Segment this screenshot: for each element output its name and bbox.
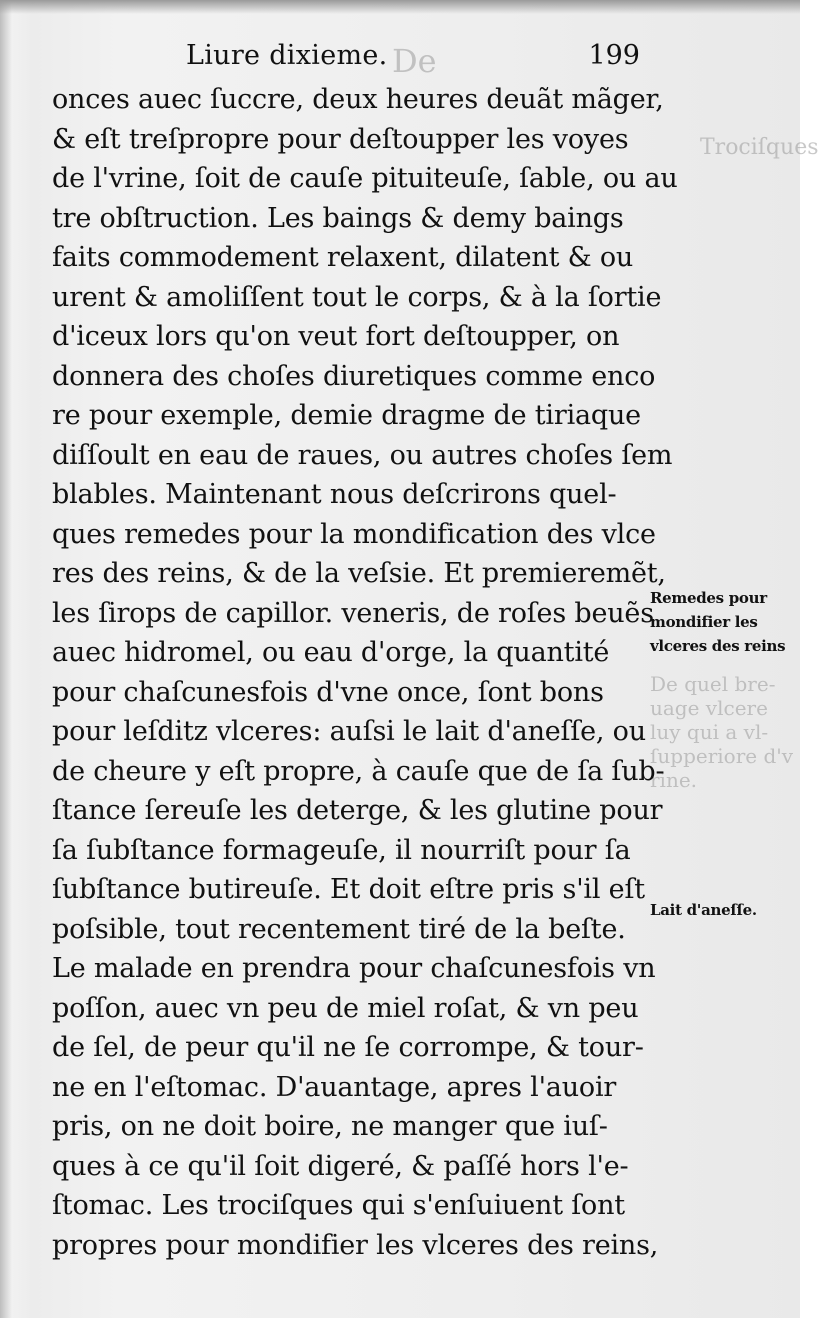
text-line: onces auec ſuccre, deux heures deuãt mãger,: [52, 84, 664, 115]
text-line: ſubſtance butireuſe. Et doit eſtre pris s'il eſt: [52, 874, 645, 905]
text-line: d'iceux lors qu'on veut fort deſtoupper, on: [52, 321, 620, 352]
text-line: urent & amoliſſent tout le corps, & à la ſortie: [52, 281, 662, 313]
bleed-through-block: [650, 672, 800, 792]
text-line: poſsible, tout recentement tiré de la beſte.: [52, 913, 626, 945]
page-header: [186, 40, 650, 84]
text-line: Le malade en prendra pour chaſcunesfois vn: [52, 953, 656, 984]
text-line: res des reins, & de la veſsie. Et premieremẽt,: [52, 558, 666, 589]
text-line: blables. Maintenant nous deſcrirons quel-: [52, 479, 617, 510]
text-line: diſſoult en eau de raues, ou autres choſes ſem: [52, 439, 673, 471]
page-number: 199: [588, 40, 640, 71]
text-line: pour chaſcunesfois d'vne once, ſont bons: [52, 676, 604, 708]
bleed-through-line: rine.: [650, 768, 698, 792]
running-head: Liure dixieme.: [186, 40, 388, 71]
bleed-through-text: Trociſques: [700, 135, 819, 160]
bleed-through-line: uage vlcere: [650, 696, 768, 720]
margin-note-line: Remedes pour: [650, 589, 767, 607]
text-line: pour leſditz vlceres: auſsi le lait d'aneſſe, ou: [52, 716, 646, 747]
text-line: poſſon, auec vn peu de miel roſat, & vn peu: [52, 992, 639, 1024]
margin-note-line: mondifier les: [650, 613, 758, 631]
text-line: de ſel, de peur qu'il ne ſe corrompe, & tour-: [52, 1032, 644, 1063]
text-line: ſtance ſereuſe les deterge, & les glutine pour: [52, 795, 663, 826]
body-text: [52, 80, 678, 1265]
text-line: les ſirops de capillor. veneris, de roſes beuẽs: [52, 597, 654, 629]
text-line: propres pour mondifier les vlceres des reins,: [52, 1229, 659, 1261]
text-line: tre obſtruction. Les baings & demy baings: [52, 202, 624, 234]
text-line: & eſt treſpropre pour deſtoupper les voyes: [52, 123, 629, 155]
margin-note-line: vlceres des reins: [650, 637, 786, 655]
text-line: de l'vrine, ſoit de cauſe pituiteuſe, ſable, ou au: [52, 163, 678, 194]
bleed-through-line: luy qui a vl-: [650, 720, 769, 744]
margin-note-lait: Lait d'aneſſe.: [650, 901, 757, 919]
text-line: ques à ce qu'il ſoit digeré, & paſſé hors l'e-: [52, 1150, 629, 1182]
bleed-through-line: De quel bre-: [650, 672, 776, 696]
text-line: de cheure y eſt propre, à cauſe que de ſa ſub-: [52, 755, 665, 787]
margin-note-remedes: [650, 586, 800, 658]
text-line: ſa ſubſtance formageuſe, il nourriſt pour ſa: [52, 834, 631, 866]
bleed-through-line: ſupperiore d'v: [650, 744, 794, 768]
text-line: pris, on ne doit boire, ne manger que iuſ-: [52, 1111, 608, 1142]
text-line: ques remedes pour la mondification des vlce: [52, 518, 656, 550]
text-line: auec hidromel, ou eau d'orge, la quantité: [52, 637, 610, 668]
text-line: ne en l'eſtomac. D'auantage, apres l'auoir: [52, 1071, 617, 1103]
text-line: donnera des choſes diuretiques comme enco: [52, 360, 656, 392]
bleed-through-text: De: [392, 42, 437, 80]
binding-shadow: [0, 0, 12, 1318]
text-line: faits commodement relaxent, dilatent & ou: [52, 242, 634, 273]
top-edge-shadow: [0, 0, 800, 14]
text-line: re pour exemple, demie dragme de tiriaque: [52, 400, 641, 431]
text-line: ſtomac. Les trociſques qui s'enſuiuent ſont: [52, 1190, 625, 1221]
